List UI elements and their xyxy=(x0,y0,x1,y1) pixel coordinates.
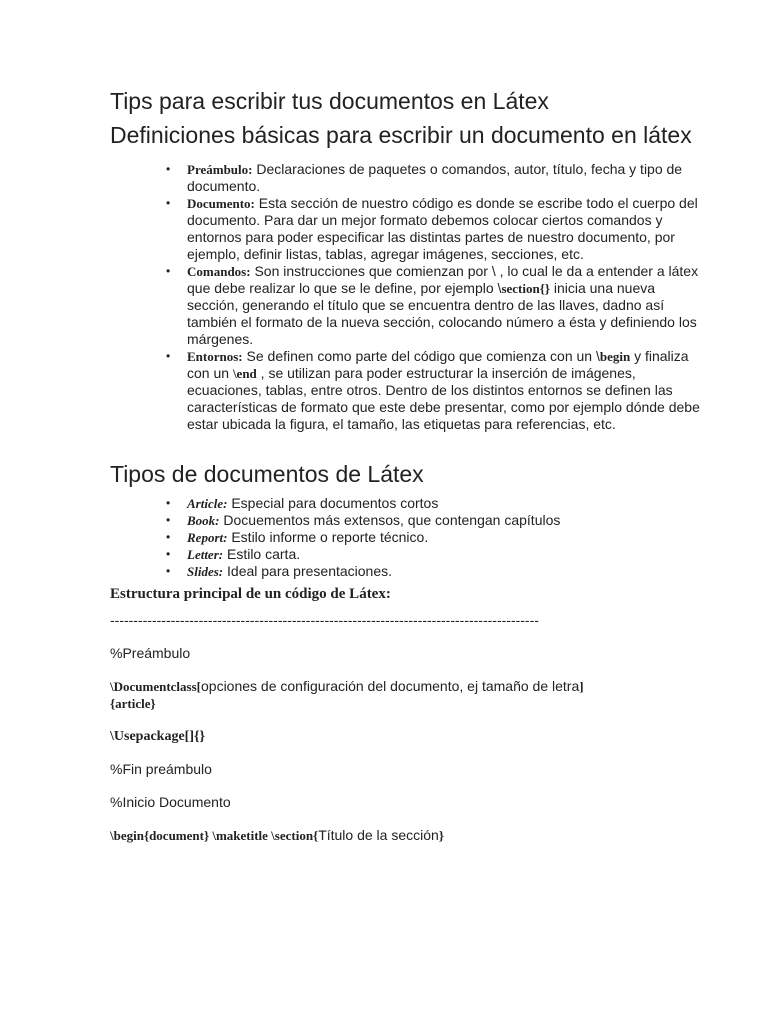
code-text: opciones de configuración del documento, ej tamaño de letra xyxy=(201,678,580,694)
term-label: Documento: xyxy=(187,196,255,211)
list-item xyxy=(187,546,708,563)
types-list xyxy=(110,495,708,580)
term-label: Article: xyxy=(187,496,228,511)
list-item xyxy=(187,263,708,348)
command-text: \end xyxy=(232,366,257,381)
term-text: inicia una nueva sección, generando el título que se encuentra dentro de las llaves, dadno así también el formato de la nueva sección, colocando número a ésta y definiendo los márgenes. xyxy=(187,280,697,347)
term-label: Slides: xyxy=(187,564,224,579)
inicio-documento-comment: %Inicio Documento xyxy=(110,794,231,810)
term-label: Preámbulo: xyxy=(187,162,253,177)
page-title: Tips para escribir tus documentos en Látex xyxy=(110,88,549,114)
list-item xyxy=(187,512,708,529)
term-text: Ideal para presentaciones. xyxy=(223,563,393,579)
structure-heading: Estructura principal de un código de Látex: xyxy=(110,586,391,602)
term-text: , se utilizan para poder estructurar la inserción de imágenes, ecuaciones, tablas, entre otros. Dentro de los distintos entornos se definen las características de formato que este debe presentar, como por ejemplo dónde debe estar ubicada la figura, el tamaño, las etiquetas para referencias, etc. xyxy=(187,365,700,432)
list-item xyxy=(187,348,708,433)
term-label: Book: xyxy=(187,513,220,528)
term-label: Comandos: xyxy=(187,264,251,279)
term-text: Especial para documentos cortos xyxy=(227,495,439,511)
begin-document-line xyxy=(110,827,708,844)
term-text: Estilo carta. xyxy=(223,546,301,562)
command-text: } xyxy=(438,828,444,843)
command-text: \begin{document} \maketitle \section{ xyxy=(110,828,319,843)
preamble-comment: %Preámbulo xyxy=(110,645,191,661)
term-label: Report: xyxy=(187,530,228,545)
usepackage-line: \Usepackage[]{} xyxy=(110,729,206,744)
term-text: Declaraciones de paquetes o comandos, autor, título, fecha y tipo de documento. xyxy=(187,161,683,194)
list-item xyxy=(187,529,708,546)
command-text: section{} xyxy=(501,281,550,296)
command-text: ] xyxy=(579,679,584,694)
fin-preamble-comment: %Fin preámbulo xyxy=(110,761,212,777)
list-item xyxy=(187,563,708,580)
command-text: {article} xyxy=(110,696,156,711)
divider-line: -------------------------------------------------------------------------------------------- xyxy=(110,612,539,628)
list-item xyxy=(187,495,708,512)
definitions-list xyxy=(110,161,708,433)
term-text: Esta sección de nuestro código es donde se escribe todo el cuerpo del documento. Para dar un mejor formato debemos colocar ciertos comandos y entornos para poder especificar las distintas partes de nuestro documento, por ejemplo, definir listas, tablas, agregar imágenes, secciones, etc. xyxy=(187,195,698,262)
page-subtitle: Definiciones básicas para escribir un documento en látex xyxy=(110,122,692,148)
command-text: begin xyxy=(599,349,631,364)
list-item xyxy=(187,161,708,195)
term-label: Entornos: xyxy=(187,349,243,364)
term-label: Letter: xyxy=(187,547,224,562)
documentclass-line xyxy=(110,678,708,712)
command-text: \Documentclass[ xyxy=(110,679,201,694)
section-heading: Tipos de documentos de Látex xyxy=(110,461,424,487)
term-text: Se definen como parte del código que comienza con un \ xyxy=(242,348,600,364)
term-text: Estilo informe o reporte técnico. xyxy=(227,529,429,545)
list-item xyxy=(187,195,708,263)
term-text: Son instrucciones que comienzan por \ , lo cual le da a entender a látex que debe realizar lo que se le define, por ejemplo \ xyxy=(187,263,699,296)
term-text: Docuementos más extensos, que contengan capítulos xyxy=(219,512,561,528)
term-text: y finaliza con un xyxy=(187,348,689,381)
code-text: Título de la sección xyxy=(318,827,439,843)
